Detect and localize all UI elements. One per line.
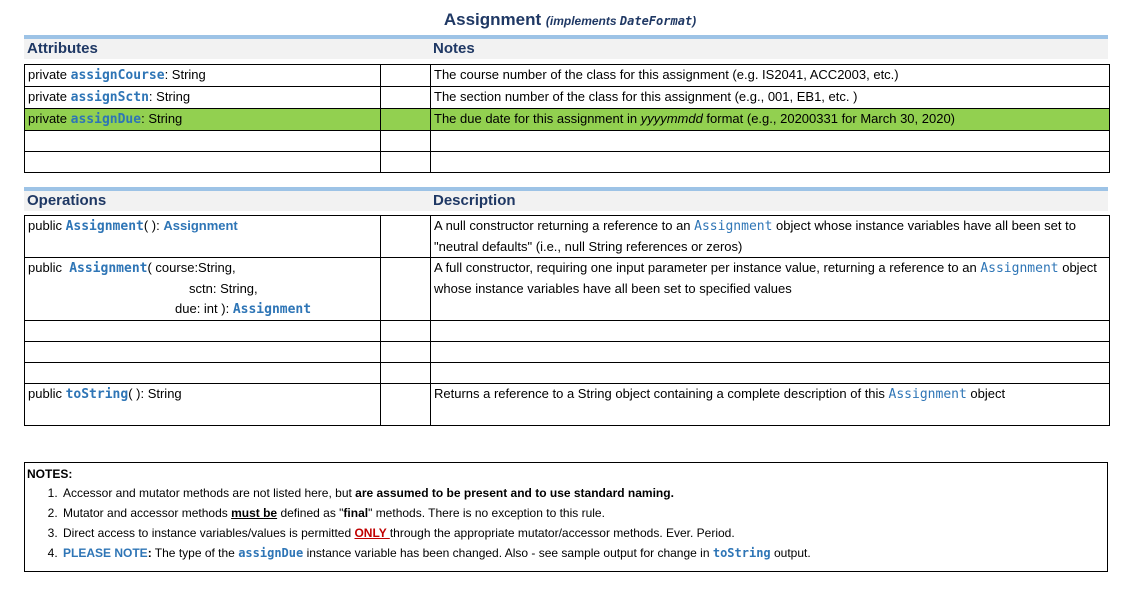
description-text: object <box>966 386 1006 401</box>
note-code: toString <box>712 546 771 560</box>
description-text: object whose instance variables have all been set to specified values <box>434 260 1097 296</box>
empty-cell <box>381 384 431 426</box>
note-text: The due date for this assignment in <box>434 111 641 126</box>
note-emphasis: must be <box>231 506 278 520</box>
empty-cell <box>25 131 381 152</box>
notes-list <box>41 483 811 563</box>
attribute-type: : String <box>141 111 183 126</box>
attribute-row <box>25 65 1110 87</box>
note-text: defined as " <box>277 506 344 520</box>
attribute-cell <box>25 87 381 109</box>
operation-return-type: Assignment <box>163 218 238 233</box>
attribute-modifier: private <box>28 111 71 126</box>
attribute-note: The course number of the class for this assignment (e.g. IS2041, ACC2003, etc.) <box>431 65 1110 87</box>
signature-line-1 <box>28 258 377 279</box>
operation-description <box>431 384 1110 426</box>
attribute-name: assignDue <box>70 112 142 127</box>
operation-signature: ( ): String <box>128 386 182 401</box>
attribute-name: assignSctn <box>70 90 149 105</box>
note-code: assignDue <box>238 546 304 560</box>
empty-cell <box>381 342 431 363</box>
note-text: instance variable has been changed. Also - see sample output for change in <box>303 546 713 560</box>
signature-line-2: sctn: String, <box>189 281 258 296</box>
implements-clause <box>546 14 696 28</box>
note-emphasis: ONLY <box>354 526 390 540</box>
operation-description <box>431 216 1110 258</box>
operation-cell <box>25 216 381 258</box>
description-code: Assignment <box>888 387 967 402</box>
description-text: object whose instance variables have all been set to "neutral defaults" (i.e., null String references or zeros) <box>434 218 1076 254</box>
notes-header: Notes <box>433 40 475 57</box>
note-item <box>61 483 811 503</box>
empty-cell <box>431 321 1110 342</box>
operations-header: Operations <box>27 192 107 209</box>
notes-heading: NOTES: <box>27 467 73 481</box>
note-emphasis: are assumed to be present and to use standard naming. <box>355 486 674 500</box>
empty-row <box>25 342 1110 363</box>
note-item <box>61 543 811 563</box>
attribute-type: : String <box>164 67 206 82</box>
note-text: through the appropriate mutator/accessor methods. Ever. Period. <box>389 526 735 540</box>
empty-cell <box>381 109 431 131</box>
description-code: Assignment <box>980 261 1059 276</box>
empty-row <box>25 363 1110 384</box>
empty-cell <box>381 258 431 321</box>
attribute-note <box>431 109 1110 131</box>
empty-cell <box>381 363 431 384</box>
empty-cell <box>25 152 381 173</box>
implements-prefix: (implements <box>545 14 620 28</box>
empty-cell <box>431 131 1110 152</box>
operation-signature: ( ): <box>143 218 164 233</box>
empty-cell <box>381 131 431 152</box>
class-title <box>0 10 1140 30</box>
note-item <box>61 523 811 543</box>
description-text: A null constructor returning a reference to an <box>434 218 695 233</box>
empty-cell <box>25 321 381 342</box>
attribute-note: The section number of the class for this assignment (e.g., 001, EB1, etc. ) <box>431 87 1110 109</box>
note-text: Accessor and mutator methods are not listed here, but <box>63 486 356 500</box>
operations-header-bar <box>24 187 1108 211</box>
description-code: Assignment <box>694 219 773 234</box>
operation-description <box>431 258 1110 321</box>
attribute-modifier: private <box>28 89 71 104</box>
empty-cell <box>381 321 431 342</box>
empty-cell <box>381 152 431 173</box>
attributes-header: Attributes <box>27 40 98 57</box>
note-text: Mutator and accessor methods <box>63 506 232 520</box>
operation-modifier: public <box>28 218 66 233</box>
empty-cell <box>381 216 431 258</box>
operation-row <box>25 216 1110 258</box>
note-text: output. <box>770 546 811 560</box>
note-text: Direct access to instance variables/values is permitted <box>63 526 355 540</box>
empty-row <box>25 152 1110 173</box>
attribute-cell <box>25 109 381 131</box>
attribute-modifier: private <box>28 67 71 82</box>
note-emphasis: final <box>343 506 369 520</box>
operation-cell <box>25 258 381 321</box>
implements-interface: DateFormat <box>619 14 693 28</box>
signature-line-3 <box>28 299 377 320</box>
operation-name: Assignment <box>65 219 144 234</box>
class-name: Assignment <box>443 10 542 29</box>
empty-cell <box>431 363 1110 384</box>
attribute-row-highlighted <box>25 109 1110 131</box>
empty-row <box>25 321 1110 342</box>
description-text: Returns a reference to a String object containing a complete description of this <box>434 386 889 401</box>
operation-name: Assignment <box>69 261 148 276</box>
description-header: Description <box>433 192 516 209</box>
attributes-table <box>24 64 1110 173</box>
note-item <box>61 503 811 523</box>
attribute-type: : String <box>148 89 191 104</box>
operation-row <box>25 258 1110 321</box>
empty-cell <box>431 152 1110 173</box>
operation-param: due: int ): <box>175 301 233 316</box>
operation-modifier: public <box>28 260 70 275</box>
operations-table <box>24 215 1110 426</box>
empty-cell <box>381 65 431 87</box>
note-format: yyyymmdd <box>640 111 703 126</box>
operation-cell <box>25 384 381 426</box>
empty-cell <box>431 342 1110 363</box>
attribute-row <box>25 87 1110 109</box>
note-label: PLEASE NOTE <box>63 546 148 560</box>
operation-return-type: Assignment <box>232 302 312 317</box>
operation-modifier: public <box>28 386 66 401</box>
operation-name: toString <box>65 387 129 402</box>
operation-row <box>25 384 1110 426</box>
implements-suffix: ) <box>692 14 697 28</box>
note-colon: : <box>147 546 152 560</box>
note-text: " methods. There is no exception to this rule. <box>368 506 605 520</box>
empty-cell <box>25 342 381 363</box>
empty-row <box>25 131 1110 152</box>
note-text: The type of the <box>151 546 239 560</box>
empty-cell <box>25 363 381 384</box>
attributes-header-bar <box>24 35 1108 59</box>
note-text: format (e.g., 20200331 for March 30, 2020) <box>702 111 956 126</box>
notes-box <box>24 462 1108 572</box>
empty-cell <box>381 87 431 109</box>
attribute-name: assignCourse <box>70 68 165 83</box>
operation-param: ( course:String, <box>147 260 236 275</box>
description-text: A full constructor, requiring one input parameter per instance value, returning a reference to an <box>434 260 981 275</box>
attribute-cell <box>25 65 381 87</box>
